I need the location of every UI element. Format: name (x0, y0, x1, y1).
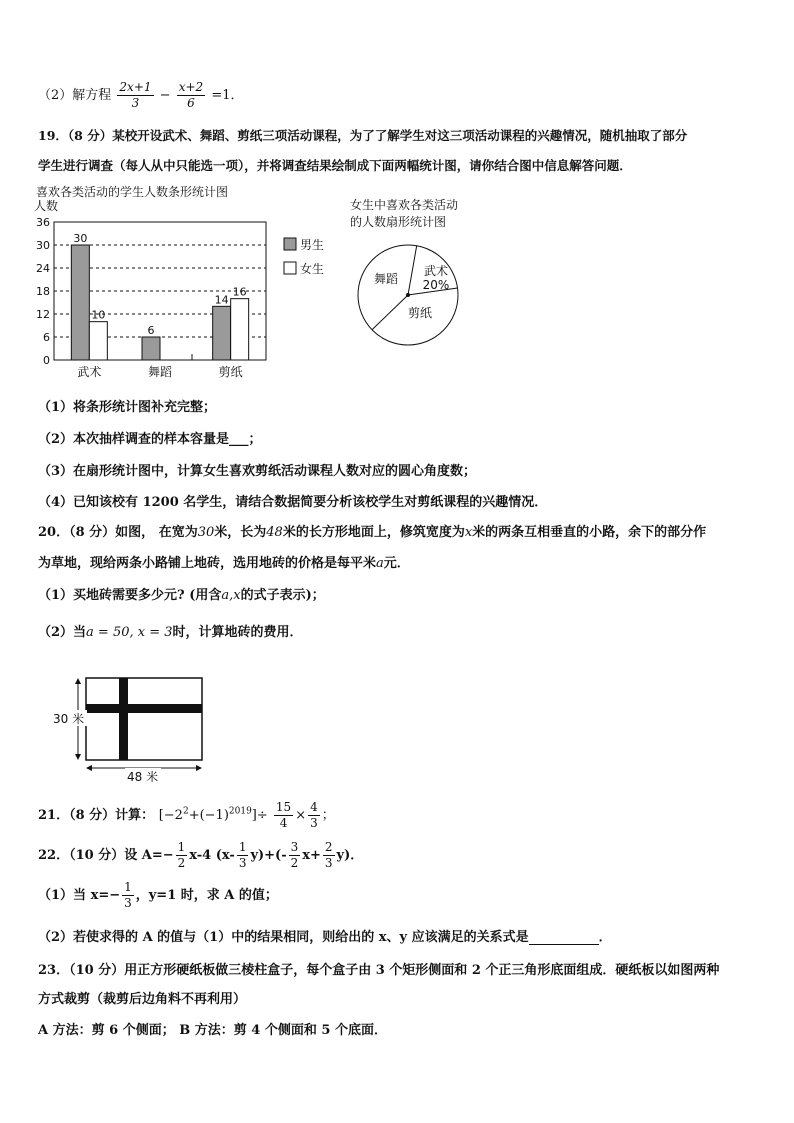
q20-text: （2）当 (38, 625, 87, 640)
q21-fraction-2 (308, 800, 320, 831)
q20-text: 米的长方形地面上，修筑宽度为 (282, 525, 465, 540)
bar-data-label: 30 (73, 232, 88, 245)
pie-center-dot (406, 293, 410, 297)
pie-slice-label: 舞蹈 (373, 272, 399, 286)
frac-num: x+2 (178, 80, 204, 94)
frac-den: 4 (279, 816, 288, 830)
q23-line2: 方式裁剪（裁剪后边角料不再利用） (38, 992, 247, 1007)
frac-den: 3 (310, 816, 318, 830)
pie-slice-value: 20% (422, 278, 450, 292)
q20-length: 48 (266, 525, 283, 540)
frac-num: 1 (238, 840, 247, 854)
frac-num: 1 (124, 880, 132, 894)
width-label: 30 米 (53, 712, 85, 726)
q20-sub1 (38, 584, 325, 603)
q19-sub4: （4）已知该校有 1200 名学生，请结合数据简要分析该校学生对剪纸课程的兴趣情况． (38, 495, 548, 510)
q22-part3: x+ (302, 848, 321, 863)
q22-sub1-b: ，y=1 时，求 A 的值； (135, 888, 278, 903)
q22-sub1-a: （1）当 x=− (38, 888, 121, 903)
y-tick-label: 24 (36, 262, 50, 275)
q22-sub2-end: ． (598, 930, 612, 945)
legend-swatch (284, 238, 296, 250)
rectangle-field-figure (45, 668, 220, 788)
frac-num: 15 (275, 800, 292, 814)
q18-fraction-1 (117, 80, 153, 111)
q18-rhs: =1． (211, 88, 244, 103)
frac-den: 3 (238, 856, 247, 870)
q21-expr-a: [−2 (158, 808, 183, 823)
q19-line1: 19．（8 分）某校开设武术、舞蹈、剪纸三项活动课程，为了了解学生对这三项活动课程的兴趣情况，随机抽取了部分 (38, 128, 688, 143)
q21-expr (158, 800, 335, 830)
bar-data-label: 10 (91, 308, 106, 322)
q20-line1 (38, 521, 706, 540)
q18-prefix: （2）解方程 (38, 88, 112, 103)
frac-den: 3 (324, 856, 333, 870)
answer-blank[interactable] (529, 931, 599, 945)
q20-text: 米，长为 (214, 525, 267, 540)
length-arrow-right (196, 765, 202, 771)
q20-condition: a = 50, x = 3 (86, 625, 173, 640)
bar-chart-title: 喜欢各类活动的学生人数条形统计图 (36, 185, 229, 199)
q21-expr-c: ]÷ (251, 808, 268, 823)
bar (89, 322, 107, 360)
q19-line2: 学生进行调查（每人从中只能选一项），并将调查结果绘制成下面两幅统计图，请你结合图中信息解答问题． (38, 158, 632, 173)
x-tick-label: 剪纸 (218, 365, 243, 379)
q21 (38, 800, 335, 831)
pie-chart (340, 195, 500, 350)
bar (71, 245, 89, 360)
q22-sub1 (38, 880, 278, 911)
legend-label: 男生 (300, 238, 325, 252)
legend-swatch (284, 262, 296, 274)
frac-den: 3 (131, 96, 140, 110)
q22-sub2 (38, 926, 612, 945)
bar (231, 299, 249, 360)
frac-den: 2 (177, 856, 186, 870)
pie-slice-label: 剪纸 (407, 306, 433, 320)
q21-fraction-1 (274, 800, 293, 831)
pie-title-line1: 女生中喜欢各类活动 (350, 198, 459, 212)
q23-line1: 23．（10 分）用正方形硬纸板做三棱柱盒子，每个盒子由 3 个矩形侧面和 2 个正三角形底面组成．硬纸板以如图两种 (38, 963, 720, 978)
q20-text: 米的两条互相垂直的小路，余下的部分作 (472, 525, 707, 540)
field-rect (86, 678, 202, 760)
bar (213, 306, 231, 360)
frac-num: 1 (177, 840, 186, 854)
x-tick-label: 舞蹈 (147, 365, 173, 379)
q20-text: 时，计算地砖的费用． (172, 625, 303, 640)
q23-line3: A 方法：剪 6 个侧面； B 方法：剪 4 个侧面和 5 个底面． (38, 1023, 387, 1038)
q18-fraction-2 (177, 80, 205, 111)
q19-sub1: （1）将条形统计图补充完整； (38, 400, 217, 415)
q18-minus: − (159, 88, 171, 103)
horizontal-path (86, 704, 202, 713)
length-label: 48 米 (127, 770, 159, 784)
q20-x: x (464, 525, 473, 540)
q22-sub1-fraction (122, 880, 134, 911)
bar-data-label: 16 (232, 285, 247, 299)
pie-slice-label: 武术 (423, 264, 449, 278)
q20-sub2 (38, 621, 303, 640)
q20-a: a (376, 556, 384, 571)
bar-chart-ylabel: 人数 (34, 199, 59, 213)
q18-sub2 (38, 80, 243, 111)
legend-label: 女生 (300, 262, 325, 276)
frac-num: 3 (290, 840, 299, 854)
q20-text: 20．（8 分）如图， 在宽为 (38, 525, 198, 540)
q22-sub2-text: （2）若使求得的 A 的值与（1）中的结果相同，则给出的 x、y 应该满足的关系式是 (38, 930, 529, 945)
bar-chart (28, 182, 348, 382)
q20-text: 的式子表示)； (240, 588, 325, 603)
q22-fraction-4 (323, 840, 335, 871)
vertical-path (119, 678, 128, 760)
q20-width: 30 (197, 525, 215, 540)
q19-sub2: （2）本次抽样调查的样本容量是___； (38, 432, 262, 447)
y-tick-label: 30 (36, 239, 50, 252)
q22-prefix: 22．（10 分）设 A=− (38, 848, 174, 863)
bar (142, 337, 160, 360)
frac-den: 3 (124, 896, 132, 910)
y-tick-label: 18 (36, 285, 50, 298)
y-tick-label: 12 (36, 308, 50, 321)
q22-fraction-1 (176, 840, 188, 871)
q21-prefix: 21．（8 分）计算： (38, 808, 155, 823)
pie-title-line2: 的人数扇形统计图 (350, 215, 447, 229)
x-tick-label: 武术 (77, 365, 102, 379)
q20-text: （1）买地砖需要多少元? (用含 (38, 588, 222, 603)
q22-fraction-3 (289, 840, 301, 871)
q20-vars: a,x (221, 588, 241, 603)
q22 (38, 840, 363, 871)
q22-part2: y)+(- (250, 848, 287, 863)
q20-text: 为草地，现给两条小路铺上地砖，选用地砖的价格是每平米 (38, 556, 377, 571)
q21-sup1: 2 (182, 806, 189, 817)
q21-expr-b: +(−1) (188, 808, 229, 823)
width-arrow-bottom (75, 754, 81, 760)
q21-end: ； (321, 808, 335, 823)
q20-line2 (38, 552, 410, 571)
y-tick-label: 6 (43, 331, 50, 344)
frac-num: 2x+1 (119, 80, 152, 94)
q21-sup2: 2019 (228, 806, 252, 817)
bar-data-label: 14 (214, 293, 229, 307)
q20-text: 元． (383, 556, 410, 571)
q22-part4: y)． (336, 848, 364, 863)
q19-sub3: （3）在扇形统计图中，计算女生喜欢剪纸活动课程人数对应的圆心角度数； (38, 464, 477, 479)
bar-data-label: 6 (147, 324, 155, 337)
length-arrow-left (86, 765, 92, 771)
q22-fraction-2 (237, 840, 249, 871)
q22-part1: x-4 (x- (189, 848, 235, 863)
y-tick-label: 0 (43, 354, 50, 367)
frac-den: 6 (187, 96, 195, 110)
frac-num: 2 (324, 840, 333, 854)
y-tick-label: 36 (36, 216, 50, 229)
frac-num: 4 (310, 800, 318, 814)
frac-den: 2 (290, 856, 299, 870)
q21-times: × (295, 808, 307, 823)
width-arrow-top (75, 678, 81, 684)
